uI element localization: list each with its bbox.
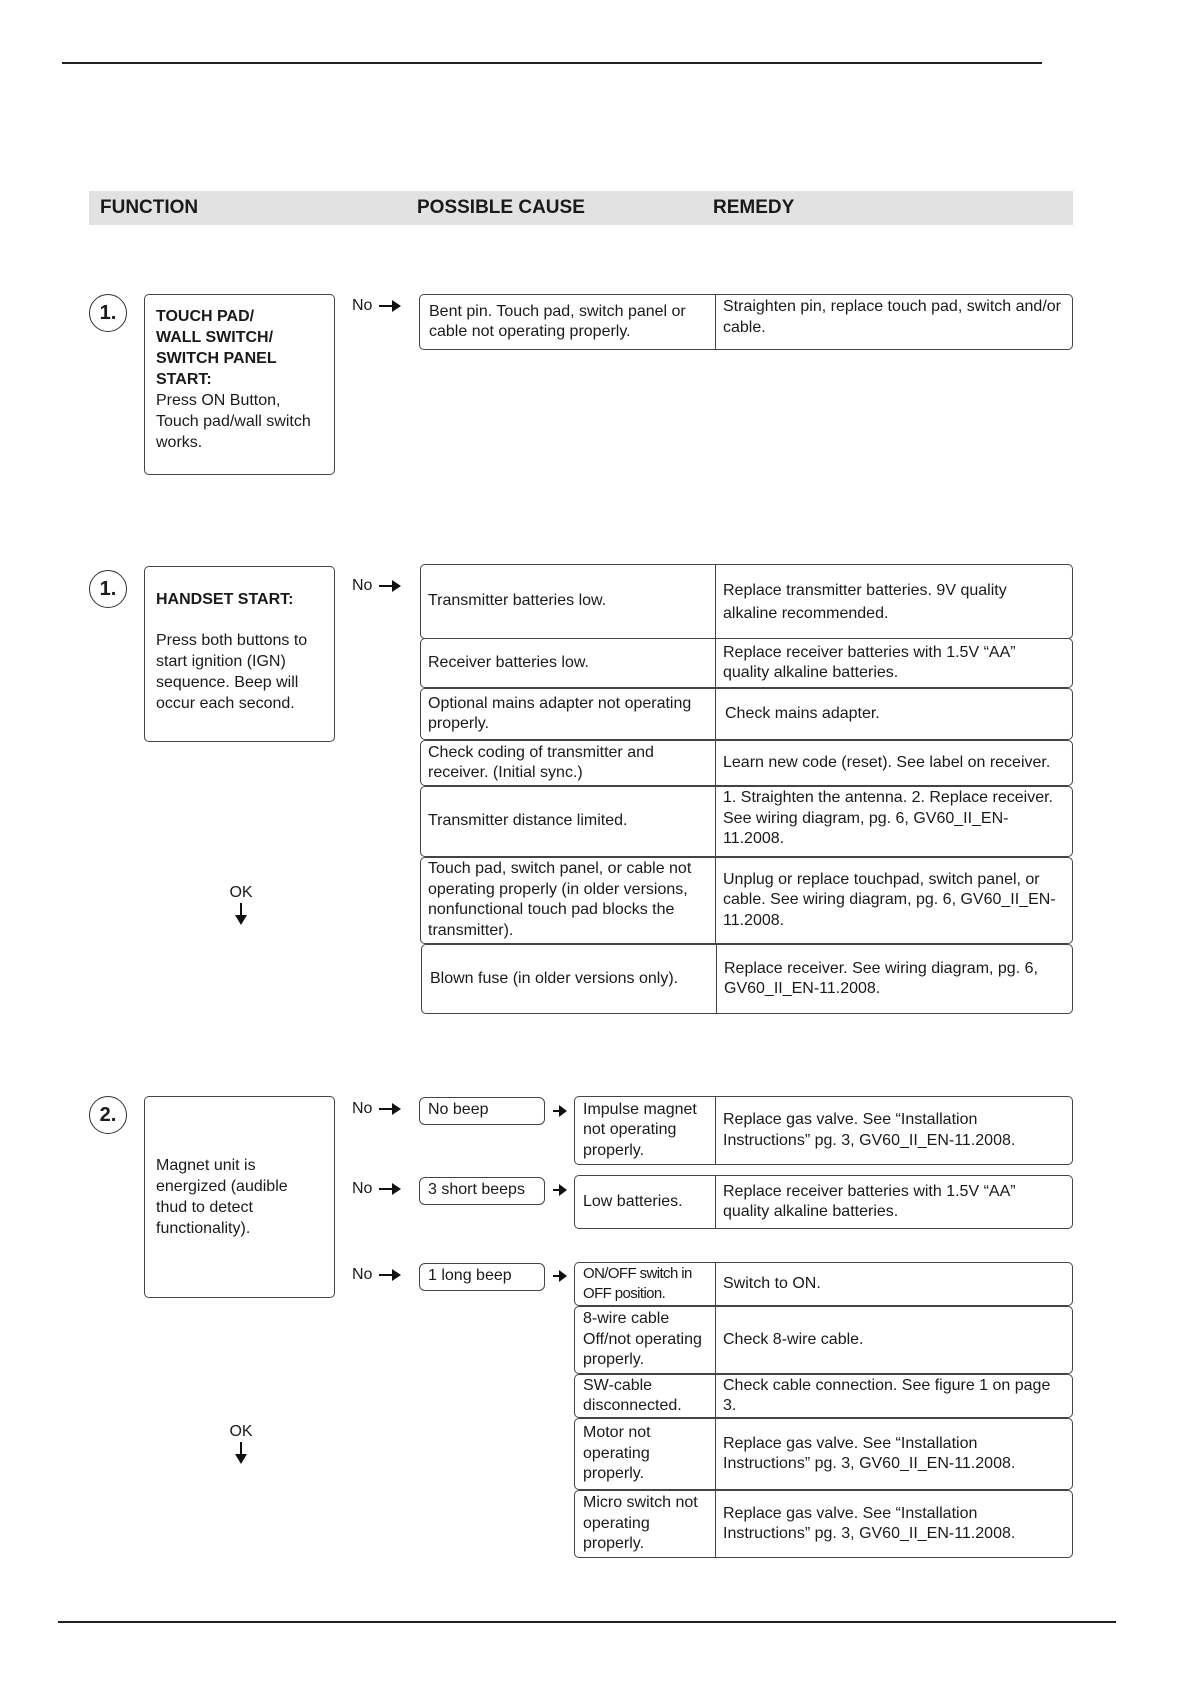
beep-1-long: 1 long beep — [419, 1263, 545, 1291]
remedy-cell: Check mains adapter. — [725, 704, 880, 722]
arrow-right-icon — [552, 1183, 568, 1197]
remedy-cell: Replace gas valve. See “Installation Instructions” pg. 3, GV60_II_EN-11.2008. — [723, 1111, 1016, 1149]
ok-indicator: OK — [221, 1423, 261, 1465]
step-number: 1. — [89, 294, 127, 332]
function-box-magnet-unit — [144, 1096, 335, 1298]
arrow-right-icon — [378, 579, 402, 593]
cause-cell: Blown fuse (in older versions only). — [430, 969, 679, 987]
no-indicator: No — [352, 1266, 402, 1284]
remedy-cell: Replace transmitter batteries. 9V quality alkaline recommended. — [723, 581, 1007, 622]
no-indicator: No — [352, 297, 402, 315]
cause-cell: Bent pin. Touch pad, switch panel or cable not operating properly. — [429, 302, 686, 340]
function-title: HANDSET START: — [156, 591, 294, 608]
cause-cell: SW-cable disconnected. — [583, 1376, 682, 1414]
cause-cell: Low batteries. — [583, 1192, 683, 1210]
beep-no-beep: No beep — [419, 1097, 545, 1125]
table-header — [89, 191, 1073, 225]
arrow-right-icon — [552, 1269, 568, 1283]
cause-cell: Touch pad, switch panel, or cable not operating properly (in older versions, nonfunctional touch pad blocks the transmitter). — [428, 860, 692, 939]
arrow-right-icon — [378, 299, 402, 313]
function-box-touch-pad — [144, 294, 335, 475]
no-indicator: No — [352, 1180, 402, 1198]
top-rule — [62, 62, 1042, 64]
cause-cell: Check coding of transmitter and receiver. (Initial sync.) — [428, 743, 654, 781]
cause-cell: Micro switch not operating properly. — [583, 1494, 698, 1553]
remedy-cell: Check cable connection. See figure 1 on page 3. — [723, 1376, 1051, 1414]
remedy-cell: Learn new code (reset). See label on receiver. — [723, 753, 1051, 771]
remedy-cell: Replace receiver batteries with 1.5V “AA” quality alkaline batteries. — [723, 643, 1016, 681]
cause-cell: Optional mains adapter not operating properly. — [428, 694, 692, 732]
function-title: TOUCH PAD/ WALL SWITCH/ SWITCH PANEL START: — [156, 308, 277, 388]
cause-cell: Transmitter distance limited. — [428, 812, 628, 830]
arrow-right-icon — [552, 1104, 568, 1118]
remedy-cell: Check 8-wire cable. — [723, 1330, 864, 1348]
remedy-cell: Straighten pin, replace touch pad, switch and/or cable. — [723, 298, 1061, 336]
cause-cell: 8-wire cable Off/not operating properly. — [583, 1310, 702, 1369]
no-indicator: No — [352, 1100, 402, 1118]
header-function: FUNCTION — [100, 197, 199, 218]
remedy-cell: Replace receiver batteries with 1.5V “AA” quality alkaline batteries. — [723, 1182, 1016, 1220]
header-remedy: REMEDY — [713, 197, 795, 218]
remedy-cell: Replace gas valve. See “Installation Instructions” pg. 3, GV60_II_EN-11.2008. — [723, 1434, 1016, 1472]
cause-cell: Impulse magnet not operating properly. — [583, 1100, 697, 1159]
step-number: 2. — [89, 1096, 127, 1134]
cause-cell: Transmitter batteries low. — [428, 592, 607, 610]
cause-cell: Motor not operating properly. — [583, 1424, 651, 1483]
remedy-cell: 1. Straighten the antenna. 2. Replace receiver. See wiring diagram, pg. 6, GV60_II_EN-11.2008. — [723, 789, 1053, 847]
beep-3-short: 3 short beeps — [419, 1177, 545, 1205]
function-description: Press ON Button, Touch pad/wall switch works. — [156, 392, 311, 451]
function-description: Press both buttons to start ignition (IGN) sequence. Beep will occur each second. — [156, 632, 308, 712]
arrow-down-icon — [234, 902, 248, 926]
remedy-cell: Switch to ON. — [723, 1274, 821, 1292]
arrow-right-icon — [378, 1102, 402, 1116]
remedy-cell: Unplug or replace touchpad, switch panel, or cable. See wiring diagram, pg. 6, GV60_II_EN-11.2008. — [723, 870, 1056, 929]
arrow-right-icon — [378, 1182, 402, 1196]
function-description: Magnet unit is energized (audible thud to detect functionality). — [156, 1157, 288, 1237]
step-number: 1. — [89, 570, 127, 608]
ok-indicator: OK — [221, 884, 261, 926]
function-box-handset — [144, 566, 335, 742]
cause-cell: Receiver batteries low. — [428, 653, 589, 671]
remedy-cell: Replace gas valve. See “Installation Instructions” pg. 3, GV60_II_EN-11.2008. — [723, 1504, 1016, 1542]
header-possible-cause: POSSIBLE CAUSE — [417, 197, 585, 218]
remedy-cell: Replace receiver. See wiring diagram, pg. 6, GV60_II_EN-11.2008. — [724, 959, 1038, 997]
arrow-right-icon — [378, 1268, 402, 1282]
no-indicator: No — [352, 577, 402, 595]
cause-cell: ON/OFF switch in OFF position. — [583, 1264, 692, 1302]
arrow-down-icon — [234, 1441, 248, 1465]
bottom-rule — [58, 1621, 1116, 1623]
